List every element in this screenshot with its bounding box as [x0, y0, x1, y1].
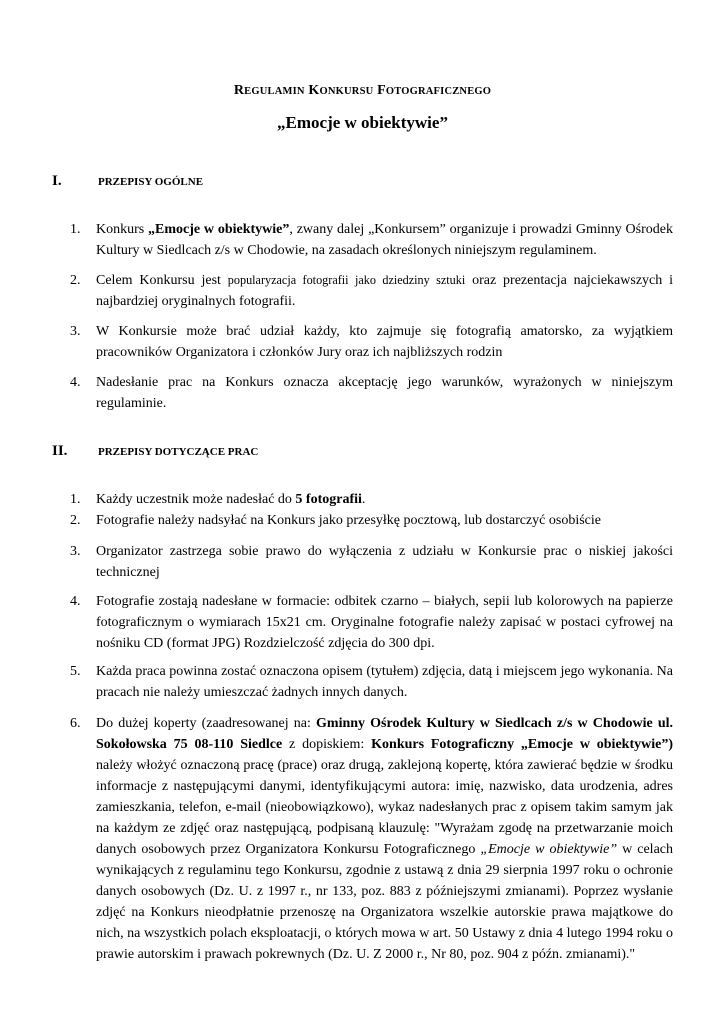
section-heading-general: I. PRZEPISY OGÓLNE	[52, 173, 204, 189]
section-heading-works: II. PRZEPISY DOTYCZĄCE PRAC	[52, 443, 259, 459]
list-item: 4. Nadesłanie prac na Konkurs oznacza akceptację jego warunków, wyrażonych w niniejszym regulaminie.	[70, 375, 673, 411]
list-item: 2. Fotografie należy nadsyłać na Konkurs jako przesyłkę pocztową, lub dostarczyć osobiście	[70, 513, 601, 528]
list-item: 5. Każda praca powinna zostać oznaczona opisem (tytułem) zdjęcia, datą i miejscem jego wykonania. Na pracach nie należy umieszczać żadnych innych danych.	[70, 664, 673, 700]
list-item: 1. Konkurs „Emocje w obiektywie”, zwany dalej „Konkursem” organizuje i prowadzi Gminny Ośrodek Kultury w Siedlcach z/s w Chodowie, na zasadach określonych niniejszym regulaminem.	[70, 222, 673, 258]
list-item: 3. W Konkursie może brać udział każdy, kto zajmuje się fotografią amatorsko, za wyjątkiem pracowników Organizatora i członków Jury oraz ich najbliższych rodzin	[70, 324, 673, 360]
list-item: 1. Każdy uczestnik może nadesłać do 5 fotografii.	[70, 492, 366, 507]
document-title: REGULAMIN KONKURSU FOTOGRAFICZNEGO	[233, 83, 492, 98]
list-item: 4. Fotografie zostają nadesłane w formacie: odbitek czarno – białych, sepii lub kolorowych na papierze fotograficznym o wymiarach 15x21 cm. Oryginalne fotografie należy zapisać w postaci cyfrowej na nośniku CD (format JPG) Rozdzielczość zdjęcia do 300 dpi.	[70, 594, 673, 651]
list-item: 3. Organizator zastrzega sobie prawo do wyłączenia z udziału w Konkursie prac o niskiej jakości technicznej	[70, 544, 673, 580]
list-item: 6. Do dużej koperty (zaadresowanej na: Gminny Ośrodek Kultury w Siedlcach z/s w Chodowie ul. Sokołowska 75 08-110 Siedlce z dopiskiem: Konkurs Fotograficzny „Emocje w obiektywie”) należy włożyć oznaczoną pracę (prace) oraz drugą, zaklejoną kopertę, która zawierać będzie w środku informacje z następującymi danymi, identyfikującymi autora: imię, nazwisko, data urodzenia, adres zamieszkania, telefon, e-mail (nieobowiązkowo), wykaz nadesłanych prac z opisem takim samym jak na każdym ze zdjęć oraz następującą, podpisaną klauzulę: "Wyrażam zgodę na przetwarzanie moich danych osobowych przez Organizatora Konkursu Fotograficznego „Emocje w obiektywie” w celach wynikających z regulaminu tego Konkursu, zgodnie z ustawą z dnia 29 sierpnia 1997 roku o ochronie danych osobowych (Dz. U. z 1997 r., nr 133, poz. 883 z późniejszymi zmianami). Poprzez wysłanie zdjęć na Konkurs nieodpłatnie przenoszę na Organizatora wszelkie autorskie prawa majątkowe do nich, na wszystkich polach eksploatacji, o których mowa w art. 50 Ustawy z dnia 4 lutego 1994 roku o prawie autorskim i prawach pokrewnych (Dz. U. Z 2000 r., Nr 80, poz. 904 z późn. zmianami)."	[70, 716, 674, 962]
list-item: 2. Celem Konkursu jest popularyzacja fotografii jako dziedziny sztuki oraz prezentacja najciekawszych i najbardziej oryginalnych fotografii.	[70, 273, 674, 309]
document-subtitle: „Emocje w obiektywie”	[277, 113, 448, 132]
